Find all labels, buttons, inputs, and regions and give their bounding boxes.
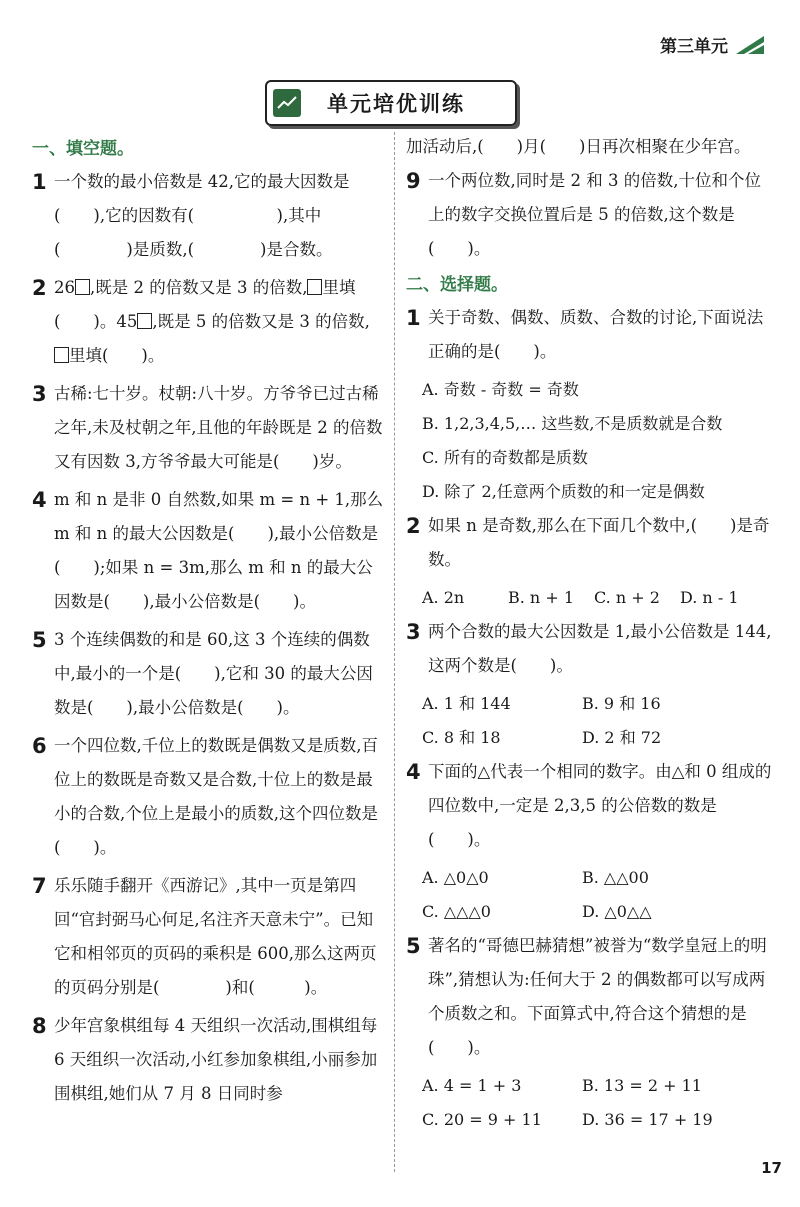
- text-part: 里填( )。45: [54, 278, 356, 331]
- option-d: D. 除了 2,任意两个质数的和一定是偶数: [422, 482, 705, 501]
- option-a: A. 4 = 1 + 3: [422, 1076, 522, 1095]
- question-number: 8: [32, 1014, 47, 1038]
- fill-question-7: [32, 869, 384, 1005]
- question-8-continuation: 加活动后,( )月( )日再次相聚在少年宫。: [406, 137, 751, 156]
- question-text: m 和 n 是非 0 自然数,如果 m = n + 1,那么 m 和 n 的最大公因数是( ),最小公倍数是( );如果 n = 3m,那么 m 和 n 的最大公因数是( ),最小公倍数是( )。: [54, 490, 384, 611]
- question-text: 著名的“哥德巴赫猜想”被誉为“数学皇冠上的明珠”,猜想认为:任何大于 2 的偶数都可以写成两个质数之和。下面算式中,符合这个猜想的是( )。: [428, 936, 767, 1057]
- option-c: C. △△△0: [422, 902, 491, 921]
- question-text: 关于奇数、偶数、质数、合数的讨论,下面说法正确的是( )。: [428, 308, 764, 361]
- question-number: 1: [32, 170, 47, 194]
- fill-question-5: [32, 623, 384, 725]
- option-b: B. △△00: [582, 868, 649, 887]
- left-column: [32, 130, 384, 1115]
- triangle-ruler-icon: [734, 34, 766, 56]
- fill-question-3: [32, 377, 384, 479]
- option-d: D. △0△△: [582, 902, 652, 921]
- page-title: 单元培优训练: [327, 92, 465, 116]
- page-number: 17: [761, 1159, 782, 1177]
- question-text: 两个合数的最大公因数是 1,最小公倍数是 144,这两个数是( )。: [428, 622, 772, 675]
- question-number: 5: [32, 628, 47, 652]
- question-number: 5: [406, 934, 421, 958]
- question-text: 如果 n 是奇数,那么在下面几个数中,( )是奇数。: [428, 516, 770, 569]
- title-banner: [265, 80, 517, 126]
- column-divider: [394, 132, 395, 1172]
- choice-question-4: [406, 755, 772, 857]
- text-part: 26: [54, 278, 75, 297]
- option-b: B. 13 = 2 + 11: [582, 1076, 702, 1095]
- fill-question-9: [406, 164, 772, 266]
- option-c: C. 8 和 18: [422, 728, 501, 747]
- choice-question-1: [406, 301, 772, 369]
- fill-question-2: [32, 271, 384, 373]
- option-a: A. 1 和 144: [422, 694, 511, 713]
- unit-label-text: 第三单元: [660, 37, 728, 57]
- answer-box: [75, 279, 90, 295]
- question-number: 2: [406, 514, 421, 538]
- question-number: 7: [32, 874, 47, 898]
- question-text: 一个数的最小倍数是 42,它的最大因数是( ),它的因数有( ),其中( )是质数,( )是合数。: [54, 172, 350, 259]
- question-number: 6: [32, 734, 47, 758]
- option-c: C. 所有的奇数都是质数: [422, 448, 588, 467]
- options-row: [406, 721, 772, 755]
- options-row: [406, 687, 772, 721]
- option-b: B. n + 1: [508, 588, 574, 607]
- question-text: 乐乐随手翻开《西游记》,其中一页是第四回“官封弼马心何足,名注齐天意未宁”。已知它和相邻页的页码的乘积是 600,那么这两页的页码分别是( )和( )。: [54, 876, 377, 997]
- fill-question-8: [32, 1009, 384, 1111]
- text-part: ,既是 2 的倍数又是 3 的倍数,: [90, 278, 308, 297]
- section-heading-fill: 一、填空题。: [32, 139, 134, 159]
- options-row: [406, 861, 772, 895]
- question-number: 9: [406, 169, 421, 193]
- trend-chart-icon: [273, 89, 301, 117]
- option-a: A. △0△0: [422, 868, 489, 887]
- question-number: 4: [406, 760, 421, 784]
- question-number: 3: [32, 382, 47, 406]
- option-a: A. 2n: [422, 588, 465, 607]
- choice-question-2: [406, 509, 772, 577]
- question-text: 古稀:七十岁。杖朝:八十岁。方爷爷已过古稀之年,未及杖朝之年,且他的年龄既是 2 的倍数又有因数 3,方爷爷最大可能是( )岁。: [54, 384, 383, 471]
- option-b: B. 1,2,3,4,5,… 这些数,不是质数就是合数: [422, 414, 723, 433]
- option-c: C. 20 = 9 + 11: [422, 1110, 542, 1129]
- question-text: 少年宫象棋组每 4 天组织一次活动,围棋组每 6 天组织一次活动,小红参加象棋组,小丽参加围棋组,她们从 7 月 8 日同时参: [54, 1016, 378, 1103]
- fill-question-4: [32, 483, 384, 619]
- text-part: ,既是 5 的倍数又是 3 的倍数,: [152, 312, 370, 331]
- option-c: C. n + 2: [594, 588, 660, 607]
- question-number: 2: [32, 276, 47, 300]
- fill-question-1: [32, 165, 384, 267]
- options-row: [406, 895, 772, 929]
- answer-box: [307, 279, 322, 295]
- question-text: 下面的△代表一个相同的数字。由△和 0 组成的四位数中,一定是 2,3,5 的公倍数的数是( )。: [428, 762, 772, 849]
- option-d: D. 2 和 72: [582, 728, 662, 747]
- choice-question-3: [406, 615, 772, 683]
- option-b: B. 9 和 16: [582, 694, 661, 713]
- question-text: 一个四位数,千位上的数既是偶数又是质数,百位上的数既是奇数又是合数,十位上的数是最小的合数,个位上是最小的质数,这个四位数是( )。: [54, 736, 378, 857]
- options-row: [406, 1069, 772, 1103]
- question-text: 3 个连续偶数的和是 60,这 3 个连续的偶数中,最小的一个是( ),它和 30 的最大公因数是( ),最小公倍数是( )。: [54, 630, 373, 717]
- question-text: 一个两位数,同时是 2 和 3 的倍数,十位和个位上的数字交换位置后是 5 的倍数,这个数是( )。: [428, 171, 761, 258]
- fill-question-6: [32, 729, 384, 865]
- question-text: [54, 271, 384, 373]
- unit-label: [660, 32, 766, 57]
- text-part: 里填( )。: [69, 346, 165, 365]
- choice-question-5: [406, 929, 772, 1065]
- option-a: A. 奇数 - 奇数 = 奇数: [422, 380, 579, 399]
- option-d: D. n - 1: [680, 588, 739, 607]
- section-heading-choice: 二、选择题。: [406, 275, 508, 295]
- option-d: D. 36 = 17 + 19: [582, 1110, 713, 1129]
- right-column: [406, 130, 772, 1137]
- options-row: [406, 581, 772, 615]
- question-number: 1: [406, 306, 421, 330]
- answer-box: [54, 347, 69, 363]
- question-number: 4: [32, 488, 47, 512]
- options-row: [406, 1103, 772, 1137]
- answer-box: [137, 313, 152, 329]
- question-number: 3: [406, 620, 421, 644]
